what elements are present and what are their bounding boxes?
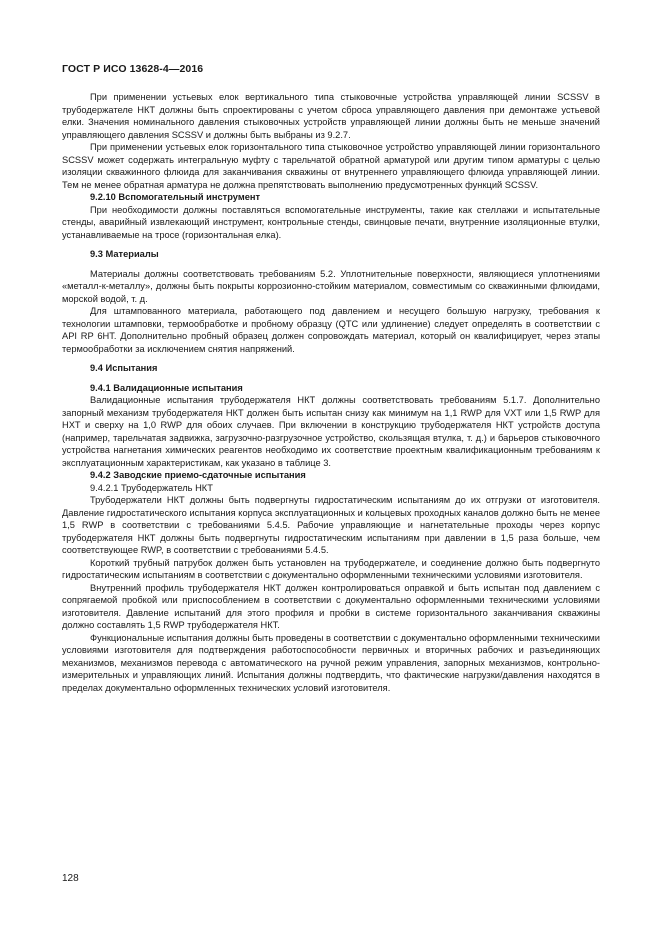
paragraph: Для штампованного материала, работающего под давлением и несущего большую нагрузку, требования к технологии штамповки, термообработке и пробному образцу (QTC или удлинение) следует определять в соответствии с API RP 6HT. Дополнительно пробный образец должен сопровождать материал, который он квалифицирует, через этапы термообработки за исключением снятия напряжений. bbox=[62, 306, 600, 354]
section-heading: 9.3 Материалы bbox=[90, 249, 159, 259]
paragraph: При применении устьевых елок горизонтального типа стыковочное устройство управляющей линии горизонтального SCSSV может содержать интегральную муфту с тарельчатой обратной арматурой или другим типом арматуры с целью изоляции скважинного флюида для заканчивания скважины от внутреннего управляющего флюида управляющей линии. Тем не менее обратная арматура не должна препятствовать выполнению предусмотренных функций SCSSV. bbox=[62, 142, 600, 190]
section-heading: 9.4 Испытания bbox=[90, 363, 158, 373]
paragraph: Внутренний профиль трубодержателя НКТ должен контролироваться оправкой и быть испытан под давлением с сопрягаемой пробкой или приспособлением в соответствии с документально оформленными техническими условиями изготовителя. Давление испытаний для этого профиля и пробки в системе горизонтального заканчивания скважины должно составлять 1,5 RWP трубодержателя НКТ. bbox=[62, 582, 600, 630]
section-heading: 9.2.10 Вспомогательный инструмент bbox=[90, 192, 261, 202]
subsection-heading: 9.4.1 Валидационные испытания bbox=[90, 382, 243, 393]
paragraph: Короткий трубный патрубок должен быть установлен на трубодержателе, и соединение должно быть подвергнуто гидростатическим испытаниям в соответствии с документально оформленными техническими условиями изготовителя. bbox=[62, 557, 600, 580]
paragraph: При применении устьевых елок вертикального типа стыковочные устройства управляющей линии SCSSV в трубодержателе НКТ должны быть спроектированы с учетом сброса управляющего давления при демонтаже устьевой елки. Значения номинального давления стыковочных устройств управляющей линии должны быть не меньше значений управляющего давления SCSSV и должны быть выбраны из 9.2.7. bbox=[62, 92, 600, 140]
document-header: ГОСТ Р ИСО 13628-4—2016 bbox=[62, 63, 204, 75]
subsection-heading: 9.4.2 Заводские приемо-сдаточные испытания bbox=[90, 470, 306, 480]
paragraph: Трубодержатели НКТ должны быть подвергнуты гидростатическим испытаниям до их отгрузки от изготовителя. Давление гидростатического испытания корпуса эксплуатационных и кольцевых проходных каналов должно быть не менее 1,5 RWP в соответствии с требованиями 5.4.5. Рабочие управляющие и нагнетательные проходы через корпус трубодержателя НКТ должны быть подвергнуты гидростатическим испытаниям при давлении в 1,5 раза больше, чем соответствующее RWP, в соответствии с требованиями 5.4.5. bbox=[62, 495, 600, 555]
paragraph: При необходимости должны поставляться вспомогательные инструменты, такие как стеллажи и испытательные стенды, аварийный извлекающий инструмент, контрольные стенды, свинцовые печати, внутренние изоляционные втулки, устанавливаемые на тросе (горизонтальная елка). bbox=[62, 204, 600, 240]
paragraph: Материалы должны соответствовать требованиям 5.2. Уплотнительные поверхности, являющиеся уплотнениями «металл-к-металлу», должны быть покрыты коррозионно-стойким материалом, совместимым со скважинными флюидами, морской водой, т. д. bbox=[62, 268, 600, 304]
page-number: 128 bbox=[62, 873, 79, 884]
paragraph: Валидационные испытания трубодержателя НКТ должны соответствовать требованиям 5.1.7. Дополнительно запорный механизм трубодержателя НКТ должен быть испытан снизу как минимум на 1,1 RWP для VXT или 1,5 RWP для HXT и сверху на 1,0 RWP для обоих случаев. При включении в конструкцию трубодержателя НКТ устройств доступа (например, тарельчатая задвижка, загрузочно-разгрузочное устройство, скользящая втулка, т. д.) и барьеров стыковочного устройства нагнетания химических реагентов необходимо их соответствие проектным квалификационным требованиям к эксплуатационным характеристикам, как указано в таблице 3. bbox=[62, 395, 600, 468]
document-body bbox=[62, 91, 600, 694]
paragraph: Функциональные испытания должны быть проведены в соответствии с документально оформленными техническими условиями изготовителя для подтверждения работоспособности первичных и вторичных рабочих и разъединяющих механизмов, механизмов перевода с автоматического на ручной режим управления, запорных механизмов, контрольно-измерительных и управляющих линий. Испытания должны подтвердить, что фактические нагрузки/давления находятся в пределах документально оформленных технических условий изготовителя. bbox=[62, 632, 600, 693]
subsubsection-heading: 9.4.2.1 Трубодержатель НКТ bbox=[90, 482, 213, 493]
